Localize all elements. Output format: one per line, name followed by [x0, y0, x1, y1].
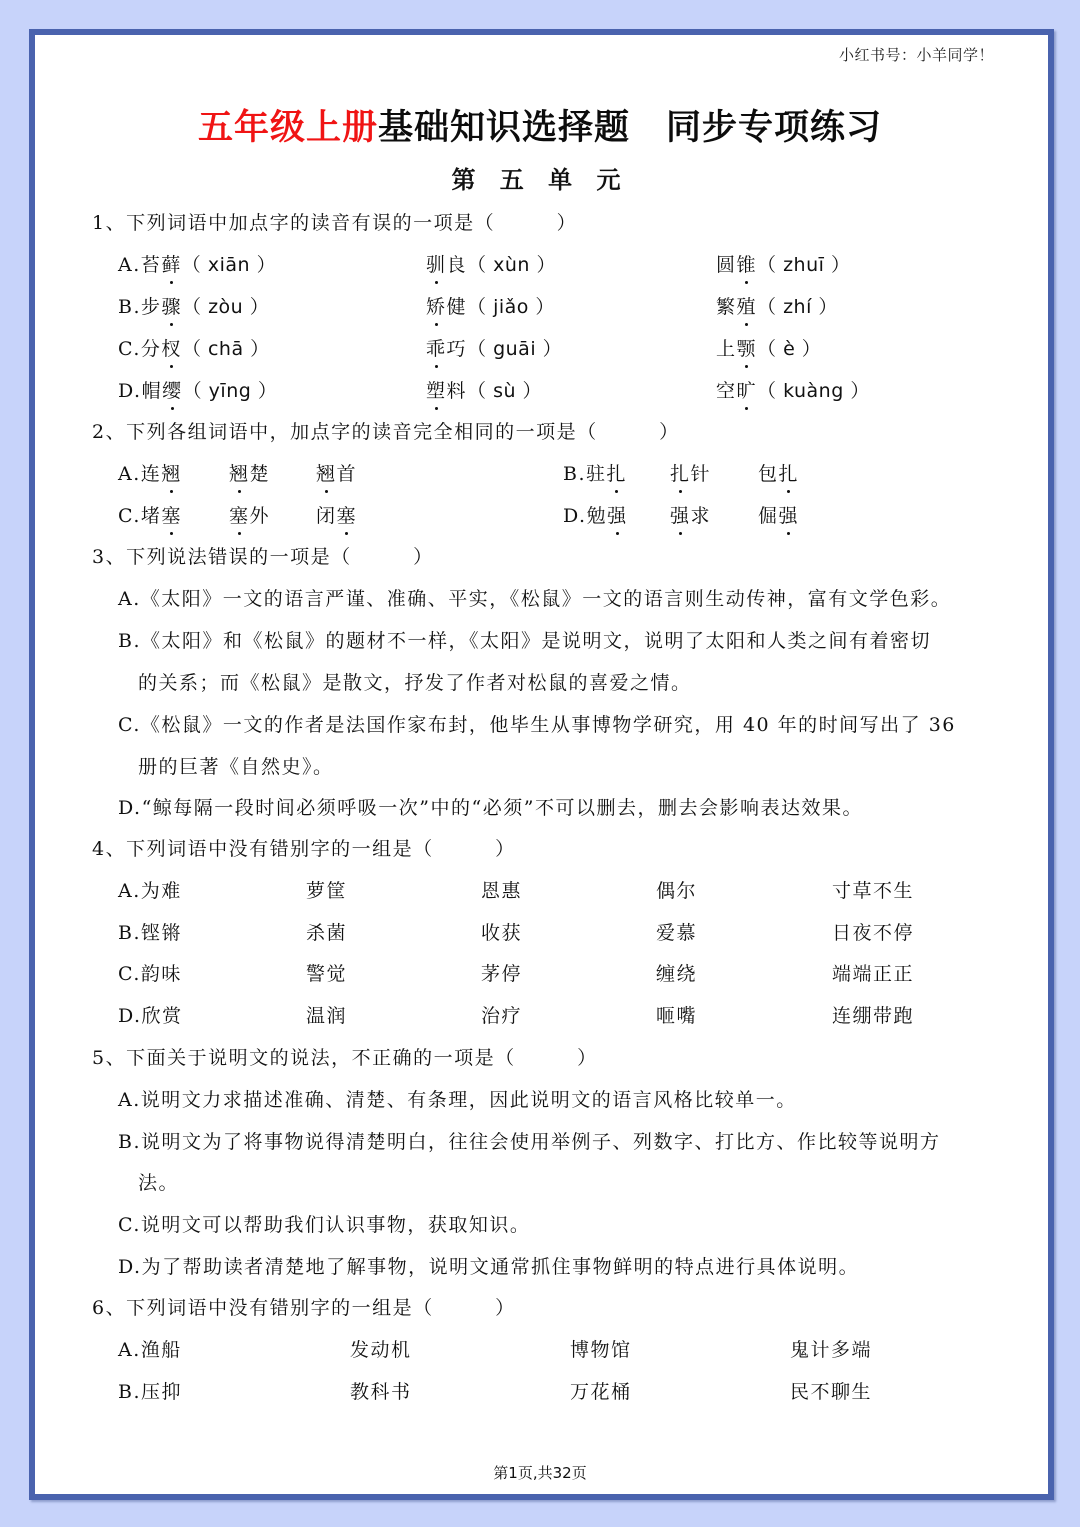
- q6-option-b-word: 万花桶: [570, 1381, 632, 1403]
- q1-option-c-item: C.分杈（ chā ）: [118, 338, 270, 360]
- pinyin: （ sù ）: [467, 380, 543, 402]
- q2-option-a-word: A.连翘: [118, 463, 182, 485]
- q4-option-a-word: 恩惠: [481, 880, 523, 902]
- question-5-option-b-cont: 法。: [138, 1172, 180, 1194]
- q2-option-d-word: 强求: [670, 505, 712, 527]
- q2-option-b-word: 包扎: [758, 463, 800, 485]
- q4-option-c-word: 茅停: [481, 963, 523, 985]
- dotted-char: 塞: [336, 505, 358, 527]
- q1-option-b-item: 矫健（ jiǎo ）: [426, 296, 555, 318]
- pinyin: （ zhuī ）: [757, 254, 851, 276]
- q1-option-b-item: 繁殖（ zhí ）: [716, 296, 838, 318]
- question-3-option-b: B.《太阳》和《松鼠》的题材不一样，《太阳》是说明文，说明了太阳和人类之间有着密切: [118, 630, 932, 652]
- q2-option-d-word: 倔强: [758, 505, 800, 527]
- q4-option-a-word: 萝筐: [306, 880, 348, 902]
- q6-option-b-word: B.压抑: [118, 1381, 183, 1403]
- dotted-char: 强: [778, 505, 800, 527]
- q4-option-a-word: A.为难: [118, 880, 182, 902]
- q4-option-d-word: D.欣赏: [118, 1005, 183, 1027]
- question-3-stem: 3、下列说法错误的一项是（ ）: [92, 546, 434, 568]
- q1-option-c-item: 上颚（ è ）: [716, 338, 822, 360]
- page-title: [0, 100, 1080, 150]
- question-3-option-a: A.《太阳》一文的语言严谨、准确、平实，《松鼠》一文的语言则生动传神，富有文学色彩。: [118, 588, 952, 610]
- dotted-char: 缨: [162, 380, 183, 402]
- q1-option-a-item: A.苔藓（ xiān ）: [118, 254, 277, 276]
- q4-option-b-word: 爱慕: [656, 922, 698, 944]
- pinyin: （ guāi ）: [467, 338, 563, 360]
- pinyin: （ yīng ）: [182, 380, 278, 402]
- q1-option-a-item: 圆锥（ zhuī ）: [716, 254, 851, 276]
- q4-option-b-word: 杀菌: [306, 922, 348, 944]
- dotted-char: 矫: [426, 296, 447, 318]
- q2-option-a-word: 翘首: [316, 463, 358, 485]
- q4-option-c-word: C.韵味: [118, 963, 182, 985]
- q4-option-b-word: B.铿锵: [118, 922, 183, 944]
- watermark: 小红书号：小羊同学！: [838, 46, 994, 64]
- q4-option-b-word: 收获: [481, 922, 523, 944]
- title-topic: 基础知识选择题 同步专项练习: [378, 108, 883, 148]
- q1-option-d-item: D.帽缨（ yīng ）: [118, 380, 278, 402]
- q4-option-d-word: 咂嘴: [656, 1005, 698, 1027]
- title-grade: 五年级上册: [197, 108, 378, 148]
- q6-option-b-word: 民不聊生: [790, 1381, 873, 1403]
- q2-option-c-word: 塞外: [229, 505, 271, 527]
- dotted-char: 杈: [161, 338, 182, 360]
- dotted-char: 翘: [229, 463, 250, 485]
- pinyin: （ xùn ）: [467, 254, 556, 276]
- q6-option-a-word: 博物馆: [570, 1339, 632, 1361]
- dotted-char: 塞: [229, 505, 250, 527]
- question-5-option-a: A.说明文力求描述准确、清楚、有条理，因此说明文的语言风格比较单一。: [118, 1089, 797, 1111]
- pinyin: （ zhí ）: [757, 296, 838, 318]
- unit-subtitle: 第 五 单 元: [451, 166, 629, 194]
- pinyin: （ jiǎo ）: [467, 296, 555, 318]
- question-4-stem: 4、下列词语中没有错别字的一组是（ ）: [92, 838, 516, 860]
- q6-option-a-word: A.渔船: [118, 1339, 182, 1361]
- q4-option-d-word: 治疗: [481, 1005, 523, 1027]
- dotted-char: 殖: [736, 296, 758, 318]
- dotted-char: 塑: [426, 380, 447, 402]
- question-3-option-c-cont: 册的巨著《自然史》。: [138, 756, 334, 778]
- page-number: 第1页,共32页: [493, 1464, 587, 1482]
- q4-option-d-word: 温润: [306, 1005, 348, 1027]
- dotted-char: 锥: [736, 254, 758, 276]
- q6-option-b-word: 教科书: [350, 1381, 412, 1403]
- q1-option-d-item: 塑料（ sù ）: [426, 380, 543, 402]
- q6-option-a-word: 鬼计多端: [790, 1339, 873, 1361]
- q4-option-c-word: 端端正正: [832, 963, 915, 985]
- dotted-char: 藓: [161, 254, 182, 276]
- question-5-option-c: C.说明文可以帮助我们认识事物，获取知识。: [118, 1214, 531, 1236]
- q2-option-c-word: 闭塞: [316, 505, 358, 527]
- q4-option-b-word: 日夜不停: [832, 922, 915, 944]
- question-3-option-d: D.“鲸每隔一段时间必须呼吸一次”中的“必须”不可以删去，删去会影响表达效果。: [118, 797, 863, 819]
- q1-option-c-item: 乖巧（ guāi ）: [426, 338, 563, 360]
- question-1-stem: 1、下列词语中加点字的读音有误的一项是（ ）: [92, 212, 578, 234]
- dotted-char: 扎: [670, 463, 691, 485]
- q2-option-c-word: C.堵塞: [118, 505, 182, 527]
- dotted-char: 颚: [736, 338, 758, 360]
- q1-option-b-item: B.步骤（ zòu ）: [118, 296, 270, 318]
- dotted-char: 扎: [606, 463, 628, 485]
- dotted-char: 旷: [736, 380, 758, 402]
- q2-option-b-word: 扎针: [670, 463, 712, 485]
- dotted-char: 强: [670, 505, 691, 527]
- q1-option-d-item: 空旷（ kuàng ）: [716, 380, 870, 402]
- pinyin: （ zòu ）: [182, 296, 270, 318]
- dotted-char: 驯: [426, 254, 447, 276]
- q2-option-b-word: B.驻扎: [563, 463, 628, 485]
- q4-option-d-word: 连绷带跑: [832, 1005, 915, 1027]
- dotted-char: 乖: [426, 338, 447, 360]
- q4-option-c-word: 缠绕: [656, 963, 698, 985]
- question-5-option-b: B.说明文为了将事物说得清楚明白，往往会使用举例子、列数字、打比方、作比较等说明方: [118, 1131, 941, 1153]
- dotted-char: 强: [607, 505, 628, 527]
- dotted-char: 骤: [161, 296, 183, 318]
- question-5-option-d: D.为了帮助读者清楚地了解事物，说明文通常抓住事物鲜明的特点进行具体说明。: [118, 1256, 860, 1278]
- dotted-char: 塞: [161, 505, 182, 527]
- q4-option-a-word: 寸草不生: [832, 880, 915, 902]
- dotted-char: 翘: [161, 463, 182, 485]
- question-5-stem: 5、下面关于说明文的说法，不正确的一项是（ ）: [92, 1047, 598, 1069]
- question-3-option-b-cont: 的关系；而《松鼠》是散文，抒发了作者对松鼠的喜爱之情。: [138, 672, 692, 694]
- pinyin: （ chā ）: [181, 338, 270, 360]
- q2-option-d-word: D.勉强: [563, 505, 628, 527]
- q4-option-c-word: 警觉: [306, 963, 348, 985]
- pinyin: （ xiān ）: [181, 254, 277, 276]
- question-3-option-c: C.《松鼠》一文的作者是法国作家布封，他毕生从事博物学研究，用 40 年的时间写出了 36: [118, 714, 956, 736]
- q2-option-a-word: 翘楚: [229, 463, 271, 485]
- q1-option-a-item: 驯良（ xùn ）: [426, 254, 556, 276]
- pinyin: （ kuàng ）: [757, 380, 870, 402]
- q4-option-a-word: 偶尔: [656, 880, 698, 902]
- dotted-char: 扎: [778, 463, 800, 485]
- pinyin: （ è ）: [757, 338, 822, 360]
- q6-option-a-word: 发动机: [350, 1339, 412, 1361]
- dotted-char: 翘: [316, 463, 337, 485]
- question-6-stem: 6、下列词语中没有错别字的一组是（ ）: [92, 1297, 516, 1319]
- question-2-stem: 2、下列各组词语中，加点字的读音完全相同的一项是（ ）: [92, 421, 680, 443]
